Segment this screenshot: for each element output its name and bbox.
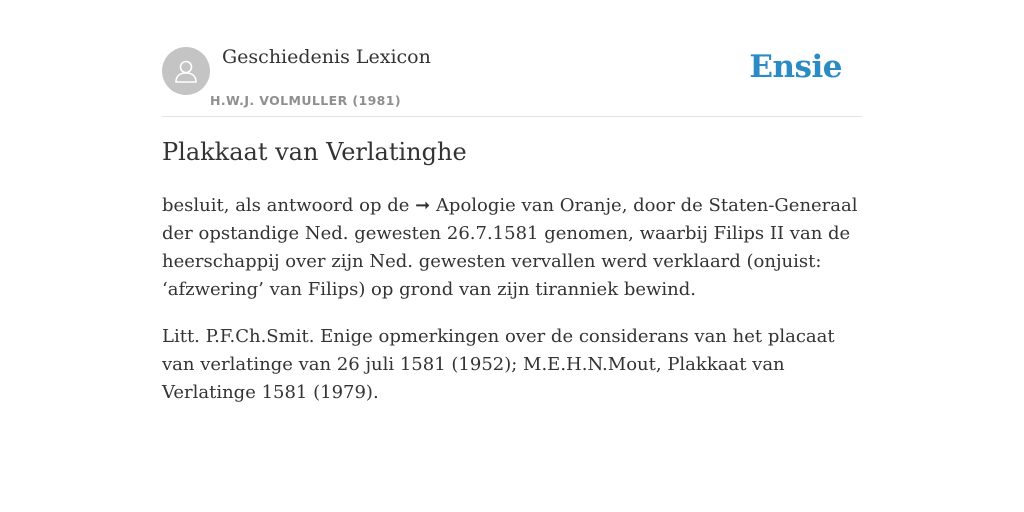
article-body bbox=[162, 192, 862, 426]
page-title: Plakkaat van Verlatinghe bbox=[162, 138, 467, 166]
definition-paragraph bbox=[162, 192, 862, 304]
brand-logo[interactable]: Ensie bbox=[749, 49, 842, 85]
page-container bbox=[162, 0, 862, 403]
user-avatar-icon bbox=[172, 57, 200, 85]
arrow-icon: ➞ bbox=[415, 195, 431, 216]
literature-paragraph: Litt. P.F.Ch.Smit. Enige opmerkingen over de considerans van het placaat van verlatinge van 26 juli 1581 (1952); M.E.H.N.Mout, Plakkaat van Verlatinge 1581 (1979). bbox=[162, 326, 835, 403]
author-name[interactable]: H.W.J. VOLMULLER (1981) bbox=[210, 93, 401, 108]
paragraph-text-end: , door de Staten-Generaal der opstandige Ned. gewesten 26.7.1581 genomen, waarbij Filips II van de heerschappij over zijn Ned. gewesten vervallen werd verklaard (onjuist: ‘afzwering’ van Filips) op grond van zijn tiranniek bewind. bbox=[162, 195, 858, 300]
author-avatar[interactable] bbox=[162, 47, 210, 95]
entry-header bbox=[162, 0, 862, 117]
cross-reference-link[interactable]: Apologie van Oranje bbox=[435, 195, 622, 216]
source-title[interactable]: Geschiedenis Lexicon bbox=[222, 46, 431, 68]
paragraph-text-start: besluit, als antwoord op de bbox=[162, 195, 416, 216]
